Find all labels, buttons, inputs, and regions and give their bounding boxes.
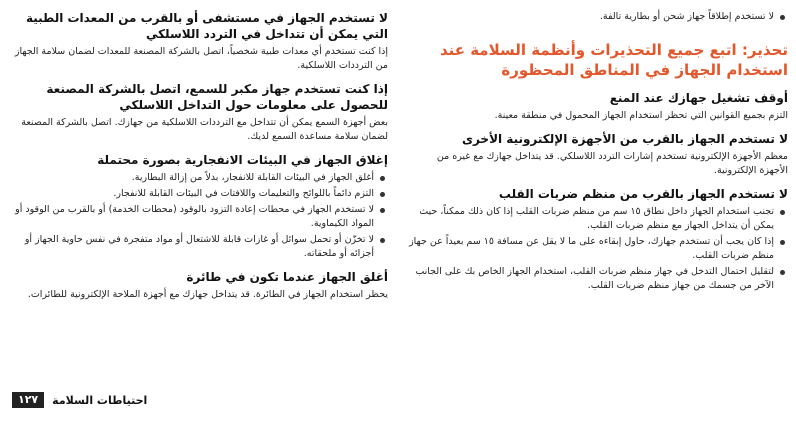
section-heading: أغلق الجهاز عندما تكون في طائرة <box>186 270 388 284</box>
list-item: التزم دائماً باللوائح والتعليمات واللافتات في البيئات القابلة للانفجار. <box>12 187 374 201</box>
left-column <box>12 10 388 310</box>
section-heading: لا تستخدم الجهاز بالقرب من الأجهزة الإلكترونية الأخرى <box>461 132 788 146</box>
list-item: لا تخزّن أو تحمل سوائل أو غازات قابلة للاشتعال أو مواد متفجرة في نفس حاوية الجهاز أو أجزائه أو ملحقاته. <box>12 233 374 261</box>
pacemaker-bullet-list <box>406 205 788 293</box>
section-heading: إغلاق الجهاز في البيئات الانفجارية بصورة محتملة <box>97 153 388 167</box>
list-item: تجنب استخدام الجهاز داخل نطاق ١٥ سم من منظم ضربات القلب إذا كان ذلك ممكناً، حيث يمكن أن يتداخل الجهاز مع منظم ضربات القلب. <box>406 205 774 233</box>
charger-bullet-list <box>406 10 788 24</box>
section-heading: أوقف تشغيل جهازك عند المنع <box>609 91 788 105</box>
section-text: يحظر استخدام الجهاز في الطائرة. قد يتداخل جهازك مع أجهزة الملاحة الإلكترونية للطائرات. <box>27 289 388 300</box>
section-heading: لا تستخدم الجهاز بالقرب من منظم ضربات القلب <box>498 187 788 201</box>
right-column <box>406 10 788 301</box>
list-item: إذا كان يجب أن تستخدم جهازك، حاول إبقاءه على ما لا يقل عن مسافة ١٥ سم بعيداً عن جهاز منظم ضربات القلب. <box>406 235 774 263</box>
section-text: بعض أجهزة السمع يمكن أن تتداخل مع الترددات اللاسلكية من جهازك. اتصل بالشركة المصنعة لضمان سلامة مساعدة السمع لديك. <box>21 117 388 142</box>
section-text: إذا كنت تستخدم أي معدات طبية شخصياً، اتصل بالشركة المصنعة للمعدات لضمان سلامة الجهاز من الترددات اللاسلكية. <box>14 46 388 71</box>
list-item: أغلق الجهاز في البيئات القابلة للانفجار، بدلاً من إزالة البطارية. <box>12 171 374 185</box>
section-text: معظم الأجهزة الإلكترونية تستخدم إشارات التردد اللاسلكي. قد يتداخل جهازك مع غيره من الأجهزة الإلكترونية. <box>436 151 788 176</box>
list-item: لا تستخدم الجهاز في محطات إعادة التزود بالوقود (محطات الخدمة) أو بالقرب من الوقود أو المواد الكيماوية. <box>12 203 374 231</box>
list-item: لا تستخدم إطلاقاً جهاز شحن أو بطارية تالفة. <box>406 10 774 24</box>
section-heading: لا تستخدم الجهاز في مستشفى أو بالقرب من المعدات الطبية التي يمكن أن تتداخل في التردد اللاسلكي <box>25 11 388 41</box>
section-title: احتياطات السلامة <box>52 393 148 407</box>
page-footer <box>12 392 147 408</box>
warning-title: تحذير: اتبع جميع التحذيرات وأنظمة السلامة عند استخدام الجهاز في المناطق المحظورة <box>439 41 788 79</box>
page-number: ١٢٧ <box>12 392 44 408</box>
list-item: لتقليل احتمال التدخل في جهاز منظم ضربات القلب، استخدام الجهاز الخاص بك على الجانب الآخر من جسمك من جهاز منظم ضربات القلب. <box>406 265 774 293</box>
section-text: التزم بجميع القوانين التي تحظر استخدام الجهاز المحمول في منطقة معينة. <box>494 110 788 121</box>
explosive-bullet-list <box>12 171 388 261</box>
section-heading: إذا كنت تستخدم جهاز مكبر للسمع، اتصل بالشركة المصنعة للحصول على معلومات حول التداخل اللاسلكي <box>46 82 388 112</box>
